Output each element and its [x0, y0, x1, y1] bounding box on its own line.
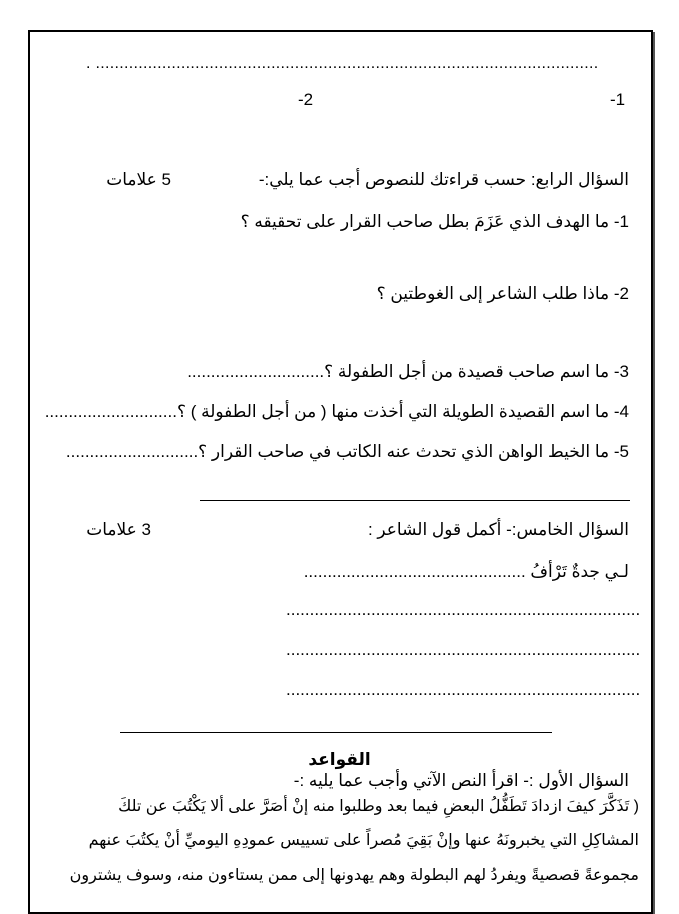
- grammar-heading: القواعد: [308, 750, 371, 769]
- answer-dots-line: . ..........................................................................................................: [86, 55, 599, 72]
- grammar-paragraph-line-2: المشاكِلِ التي يخبرونَهُ عنها وإنْ بَقِيَ مُصراً على تسييس عمودِهِ اليوميِّ أنْ يكتُبَ عنهم: [88, 832, 639, 849]
- grammar-paragraph-line-3: مجموعةً قصصيةً ويفردُ لهم البطولة وهم يهدونها إلى ممن يستاءون منه، وسوف يشترون: [69, 867, 639, 884]
- q5-title: السؤال الخامس:- أكمل قول الشاعر :: [367, 520, 629, 539]
- q4-item-3: 3- ما اسم صاحب قصيدة من أجل الطفولة ؟.............................: [187, 362, 629, 381]
- section-divider-1: [200, 500, 630, 501]
- grammar-paragraph-line-1: ( تَذَكَّرَ كيفَ ازدادَ تَطَفُّلُ البعضِ فيما بعد وطلبوا منه إنْ أصَرَّ على ألا يَكْتُبَ عن تلكَ: [118, 798, 639, 815]
- q5-dots-line-3: ...........................................................................: [286, 680, 641, 699]
- q4-item-2: 2- ماذا طلب الشاعر إلى الغوطتين ؟: [376, 284, 629, 303]
- q4-item-1: 1- ما الهدف الذي عَزَمَ بطل صاحب القرار على تحقيقه ؟: [240, 212, 629, 231]
- q4-title: السؤال الرابع: حسب قراءتك للنصوص أجب عما يلي:-: [258, 170, 629, 189]
- section-divider-2: [120, 732, 552, 733]
- q5-verse-line: لـي جدةٌ تَرْأفُ ...............................................: [303, 562, 629, 581]
- q4-item-5: 5- ما الخيط الواهن الذي تحدث عنه الكاتب في صاحب القرار ؟............................: [65, 442, 629, 461]
- q4-item-4: 4- ما اسم القصيدة الطويلة التي أخذت منها ( من أجل الطفولة ) ؟............................: [44, 402, 629, 421]
- answer-item-1: -1: [610, 90, 626, 109]
- answer-item-2: -2: [298, 90, 314, 109]
- q5-marks: 3 علامات: [86, 520, 151, 539]
- grammar-q1-title: السؤال الأول :- اقرأ النص الآتي وأجب عما يليه :-: [293, 771, 629, 790]
- q5-dots-line-1: ...........................................................................: [286, 600, 641, 619]
- q4-marks: 5 علامات: [106, 170, 171, 189]
- q5-dots-line-2: ...........................................................................: [286, 640, 641, 659]
